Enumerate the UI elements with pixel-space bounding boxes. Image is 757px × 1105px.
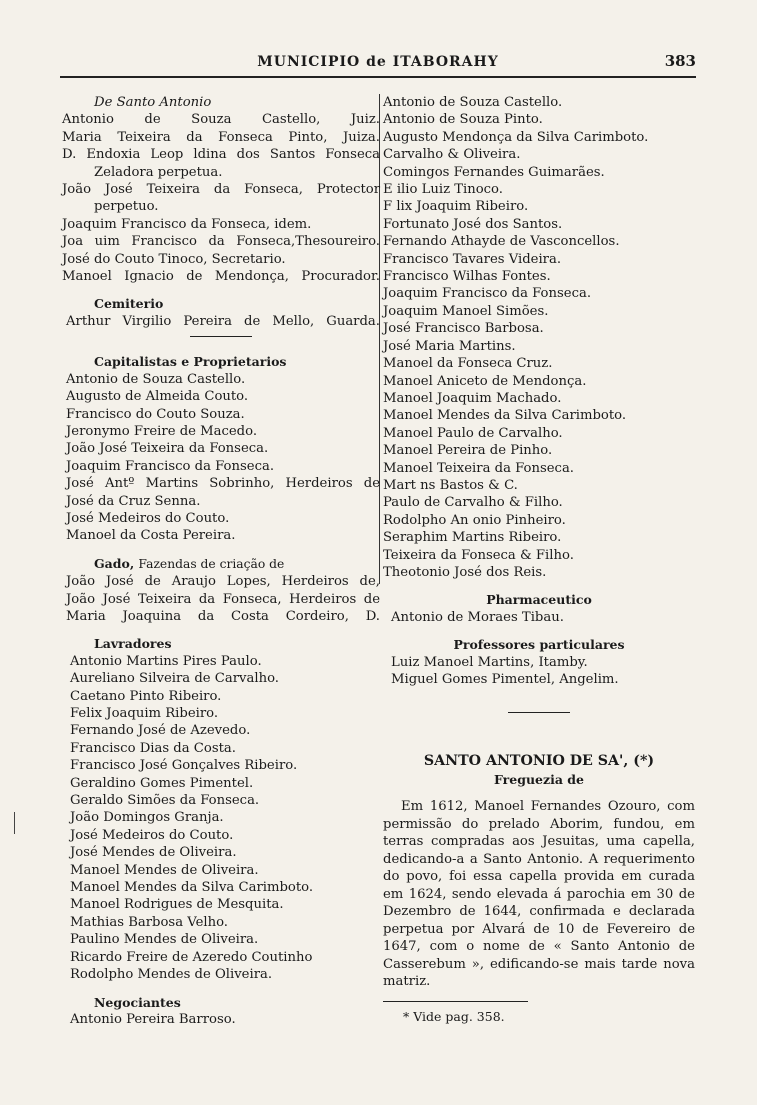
- list-item: Joaquim Francisco da Fonseca, idem.: [62, 216, 312, 232]
- list-item: Ricardo Freire de Azeredo Coutinho: [70, 949, 313, 965]
- list-item: Antonio Pereira Barroso.: [70, 1011, 236, 1027]
- section-heading-gado: [62, 555, 380, 573]
- section-heading-lavradores: Lavradores: [94, 636, 172, 652]
- list-item: Antonio de Souza Castello.: [66, 371, 246, 387]
- section-heading-pharmaceutico: Pharmaceutico: [486, 592, 592, 608]
- list-item: Seraphim Martins Ribeiro.: [383, 530, 562, 546]
- list-item: Mathias Barbosa Velho.: [70, 914, 228, 930]
- list-item: Mart ns Bastos & C.: [383, 477, 518, 493]
- list-item: João José Teixeira da Fonseca, Herdeiros de: [66, 591, 380, 607]
- list-item: Paulo de Carvalho & Filho.: [383, 495, 563, 511]
- list-item: Joa uim Francisco da Fonseca,Thesoureiro.: [62, 234, 380, 250]
- list-item: F lix Joaquim Ribeiro.: [383, 199, 529, 215]
- list-item: Manoel Paulo de Carvalho.: [383, 425, 563, 441]
- list-item: Caetano Pinto Ribeiro.: [70, 688, 222, 704]
- list-item: Teixeira da Fonseca & Filho.: [383, 547, 574, 563]
- list-item: Francisco Tavares Videira.: [383, 251, 562, 267]
- gado-heading-bold: Gado,: [94, 555, 135, 571]
- history-paragraph: Em 1612, Manoel Fernandes Ozouro, com permissão do prelado Aborim, fundou, em terras compradas aos Jesuitas, uma capella, dedicando-a a Santo Antonio. A requerimento do povo, foi essa capella provida em curada em 1624, sendo elevada á parochia em 30 de Dezembro de 1644, confirmada e declarada perpetua por Alvará de 10 de Fevereiro de 1647, com o nome de « Santo Antonio de Casserebum », edificando-se mais tarde nova matriz.: [383, 799, 695, 990]
- section-heading-capitalistas: Capitalistas e Proprietarios: [94, 354, 287, 370]
- list-item: Manoel da Costa Pereira.: [66, 528, 236, 544]
- list-item: Geraldino Gomes Pimentel.: [70, 775, 254, 791]
- list-item: Antonio Martins Pires Paulo.: [70, 653, 262, 669]
- list-item: Luiz Manoel Martins, Itamby.: [391, 654, 588, 670]
- list-item: Miguel Gomes Pimentel, Angelim.: [391, 672, 619, 687]
- list-item: Arthur Virgilio Pereira de Mello, Guarda.: [66, 313, 380, 329]
- list-item: Antonio de Moraes Tibau.: [391, 609, 564, 625]
- list-item: José Francisco Barbosa.: [383, 321, 544, 337]
- list-item: Maria Joaquina da Costa Cordeiro, D.: [66, 608, 380, 624]
- list-item: Manoel Mendes da Silva Carimboto.: [70, 880, 314, 896]
- footnote: * Vide pag. 358.: [403, 1008, 505, 1024]
- list-item: Aureliano Silveira de Carvalho.: [70, 671, 279, 687]
- list-item: Manoel Joaquim Machado.: [383, 390, 562, 406]
- list-item: João José Teixeira da Fonseca.: [66, 441, 269, 457]
- list-item: João Domingos Granja.: [70, 810, 224, 826]
- list-item: Fortunato José dos Santos.: [383, 216, 563, 232]
- section-rule: [190, 336, 252, 337]
- gado-heading-rest: Fazendas de criação de: [138, 556, 285, 571]
- margin-mark: [14, 812, 15, 834]
- list-item: José Medeiros do Couto.: [66, 510, 230, 526]
- footnote-rule: [383, 1001, 528, 1002]
- right-column: [383, 94, 695, 1025]
- list-item: José Mendes de Oliveira.: [70, 845, 237, 861]
- list-item: Felix Joaquim Ribeiro.: [70, 706, 219, 721]
- page-number: 383: [664, 52, 696, 70]
- running-title: MUNICIPIO de ITABORAHY: [257, 54, 499, 70]
- list-item: José da Cruz Senna.: [66, 493, 201, 509]
- section-subtitle: Freguezia de: [494, 771, 584, 787]
- list-item: Manoel Pereira de Pinho.: [383, 443, 553, 459]
- list-item: Fernando José de Azevedo.: [70, 723, 251, 739]
- list-item: Antonio de Souza Castello.: [383, 95, 563, 110]
- list-item: Fernando Athayde de Vasconcellos.: [383, 234, 620, 250]
- list-item: Manoel Teixeira da Fonseca.: [383, 460, 574, 476]
- list-item: Manoel Aniceto de Mendonça.: [383, 373, 587, 389]
- list-item: Paulino Mendes de Oliveira.: [70, 932, 259, 948]
- list-item: José do Couto Tinoco, Secretario.: [62, 251, 286, 267]
- list-item: Joaquim Francisco da Fonseca.: [66, 458, 275, 474]
- list-item: Manoel Mendes da Silva Carimboto.: [383, 408, 627, 424]
- list-item: Augusto Mendonça da Silva Carimboto.: [383, 129, 649, 145]
- list-item: Theotonio José dos Reis.: [383, 564, 547, 580]
- page-header: [60, 50, 696, 78]
- list-item: Francisco Dias da Costa.: [70, 740, 236, 756]
- list-item: Francisco do Couto Souza.: [66, 406, 245, 422]
- list-item: Zeladora perpetua.: [94, 164, 223, 180]
- list-item: D. Endoxia Leop ldina dos Santos Fonseca: [62, 147, 380, 163]
- list-item: Maria Teixeira da Fonseca Pinto, Juiza.: [62, 129, 380, 145]
- list-item: Manoel Rodrigues de Mesquita.: [70, 897, 284, 913]
- list-item: José Maria Martins.: [383, 338, 516, 354]
- list-item: Comingos Fernandes Guimarães.: [383, 164, 605, 180]
- list-item: Antonio de Souza Castello, Juiz.: [62, 112, 380, 128]
- list-item: José Medeiros do Couto.: [70, 827, 234, 843]
- section-heading-negociantes: Negociantes: [94, 994, 181, 1010]
- list-item: Joaquim Francisco da Fonseca.: [383, 286, 592, 302]
- list-item: Carvalho & Oliveira.: [383, 147, 521, 163]
- list-item: E ilio Luiz Tinoco.: [383, 182, 503, 198]
- list-item: Rodolpho An onio Pinheiro.: [383, 512, 566, 528]
- list-item: Augusto de Almeida Couto.: [66, 389, 249, 405]
- section-heading-professores: Professores particulares: [453, 637, 625, 653]
- list-item: Antonio de Souza Pinto.: [383, 112, 543, 128]
- list-item: Manoel Mendes de Oliveira.: [70, 862, 259, 878]
- list-item: Francisco José Gonçalves Ribeiro.: [70, 758, 298, 774]
- list-item: Manoel da Fonseca Cruz.: [383, 356, 553, 372]
- section-title: SANTO ANTONIO DE SA', (*): [423, 753, 655, 770]
- left-column: [62, 94, 380, 1028]
- section-rule: [508, 712, 570, 713]
- list-item: perpetuo.: [94, 199, 159, 215]
- list-item: João José Teixeira da Fonseca, Protector: [62, 182, 380, 198]
- section-heading-santo-antonio: De Santo Antonio: [94, 95, 212, 110]
- list-item: Manoel Ignacio de Mendonça, Procurador.: [62, 269, 380, 285]
- list-item: João José de Araujo Lopes, Herdeiros de,: [66, 574, 380, 590]
- list-item: Rodolpho Mendes de Oliveira.: [70, 967, 273, 983]
- list-item: Geraldo Simões da Fonseca.: [70, 793, 260, 809]
- list-item: Jeronymo Freire de Macedo.: [66, 423, 258, 439]
- list-item: José Antº Martins Sobrinho, Herdeiros de: [66, 476, 380, 492]
- list-item: Francisco Wilhas Fontes.: [383, 269, 551, 285]
- list-item: Joaquim Manoel Simões.: [383, 303, 549, 319]
- section-heading-cemiterio: Cemiterio: [94, 296, 164, 312]
